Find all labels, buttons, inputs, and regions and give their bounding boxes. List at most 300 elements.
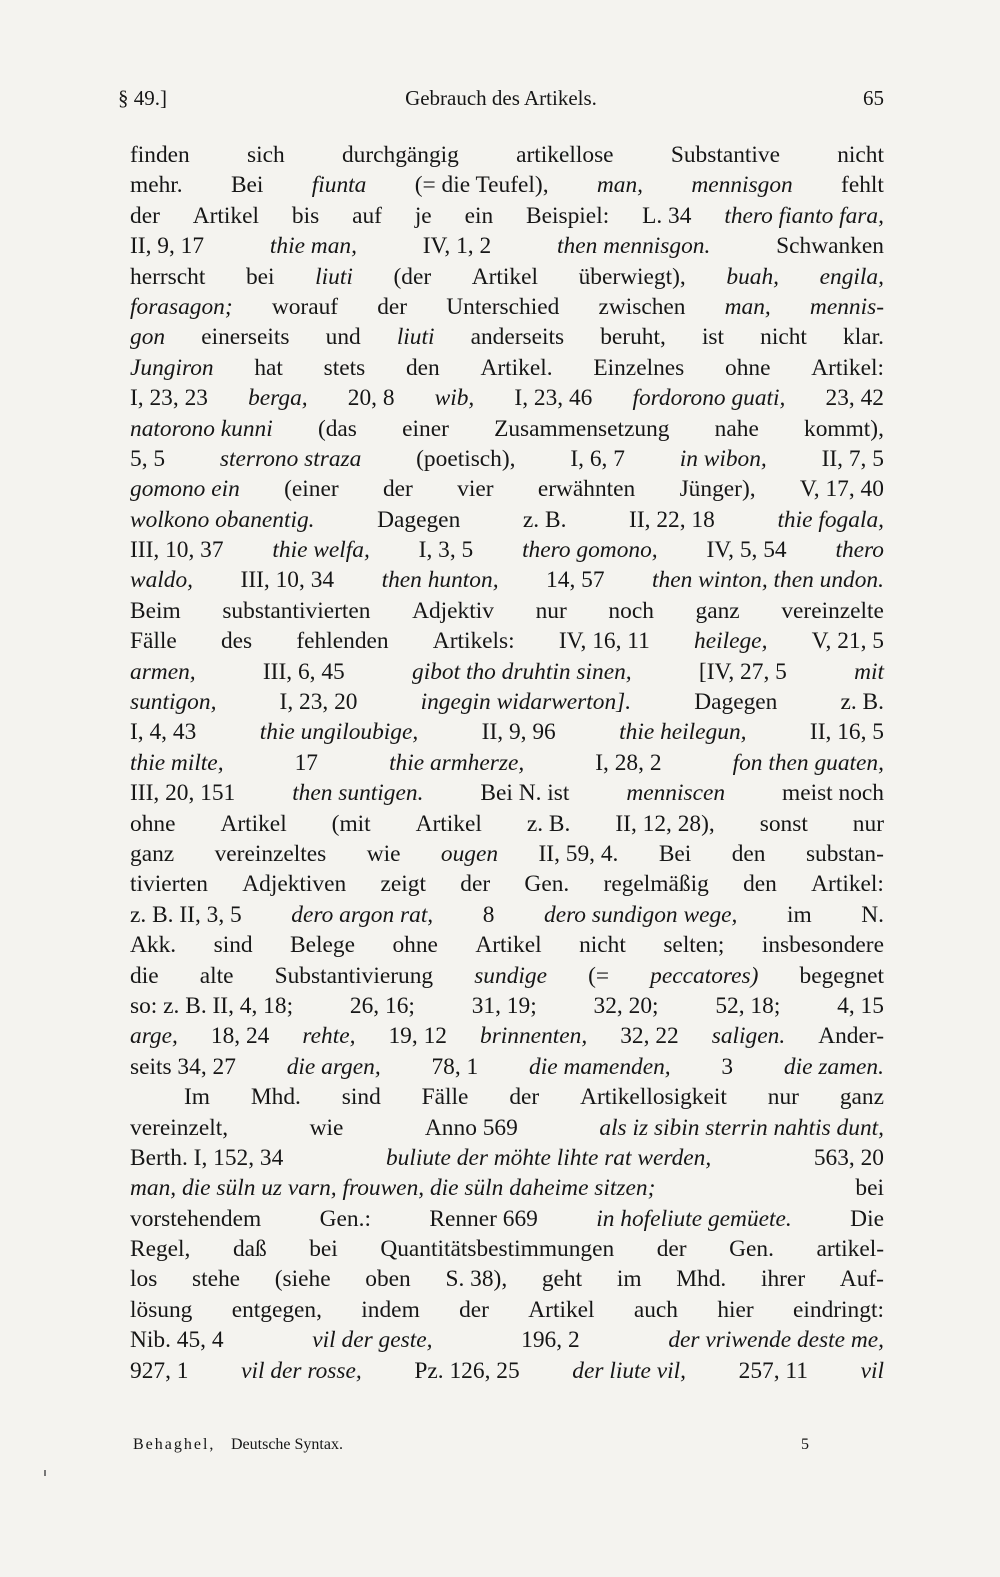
italic-phrase: armen,	[130, 658, 196, 685]
text-segment: der	[509, 1084, 540, 1111]
text-segment: wie	[366, 840, 401, 867]
text-segment: Quantitätsbestimmungen	[380, 1236, 615, 1263]
text-segment: im	[786, 901, 812, 928]
italic-phrase: als iz sibin sterrin nahtis dunt,	[599, 1114, 884, 1141]
text-segment: Auf-	[839, 1266, 884, 1293]
text-line	[130, 961, 884, 991]
text-segment: hat	[254, 354, 283, 381]
italic-phrase: natorono kunni	[130, 415, 273, 442]
text-segment: Bei	[658, 840, 692, 867]
running-header	[118, 86, 884, 116]
text-segment: überwiegt),	[578, 263, 686, 290]
text-segment: Substantivierung	[274, 962, 434, 989]
italic-phrase: arge,	[130, 1023, 178, 1050]
text-segment: der	[656, 1236, 687, 1263]
text-segment: vereinzelt,	[130, 1114, 229, 1141]
text-line	[130, 1295, 884, 1325]
text-line	[130, 1052, 884, 1082]
italic-phrase: then winton, then undon.	[652, 567, 884, 594]
italic-phrase: suntigon,	[130, 689, 217, 716]
text-segment: (das	[317, 415, 357, 442]
text-segment: 5, 5	[130, 445, 166, 472]
italic-phrase: gomono ein	[130, 476, 240, 503]
text-segment: Gen.	[729, 1236, 774, 1263]
text-line	[130, 292, 884, 322]
text-line	[130, 322, 884, 352]
italic-phrase: wib,	[434, 385, 475, 412]
text-segment: Artikel:	[811, 354, 884, 381]
text-segment: Mhd.	[250, 1084, 301, 1111]
text-line	[130, 1204, 884, 1234]
text-segment: ganz	[839, 1084, 884, 1111]
text-line	[130, 1143, 884, 1173]
text-segment: ohne	[130, 810, 176, 837]
text-segment: II, 9, 17	[130, 233, 205, 260]
text-segment: I, 6, 7	[570, 445, 625, 472]
text-segment: daß	[232, 1236, 267, 1263]
text-segment: den	[405, 354, 440, 381]
text-line	[130, 809, 884, 839]
text-segment: worauf	[271, 293, 339, 320]
text-segment: Fälle	[421, 1084, 469, 1111]
italic-phrase: vil der geste,	[312, 1327, 433, 1354]
text-segment: seits 34, 27	[130, 1053, 236, 1080]
italic-phrase: sterrono straza	[219, 445, 362, 472]
text-segment: ohne	[392, 932, 438, 959]
text-segment: z. B.	[526, 810, 571, 837]
italic-phrase: vil	[860, 1357, 884, 1384]
text-segment: 26, 16;	[349, 992, 415, 1019]
text-segment: N.	[861, 901, 884, 928]
text-segment: stehe	[191, 1266, 241, 1293]
text-segment: der	[382, 476, 413, 503]
italic-phrase: saligen.	[711, 1023, 786, 1050]
text-segment: so: z. B. II, 4, 18;	[130, 992, 294, 1019]
text-segment: lösung	[130, 1296, 193, 1323]
italic-phrase: wolkono obanentig.	[130, 506, 315, 533]
text-segment: Bei	[230, 172, 264, 199]
italic-phrase: thie heilegun,	[619, 719, 747, 746]
text-segment: vereinzeltes	[214, 840, 327, 867]
text-line	[130, 565, 884, 595]
italic-phrase: brinnenten,	[480, 1023, 588, 1050]
text-segment: Mhd.	[676, 1266, 727, 1293]
text-segment: 52, 18;	[715, 992, 781, 1019]
text-line	[130, 626, 884, 656]
italic-phrase: der vriwende deste me,	[668, 1327, 884, 1354]
text-segment: Dagegen	[377, 506, 461, 533]
text-segment: Im	[184, 1084, 210, 1111]
text-line	[130, 778, 884, 808]
text-segment: Anno 569	[424, 1114, 518, 1141]
italic-phrase: thie milte,	[130, 749, 224, 776]
text-segment: der	[459, 1296, 489, 1323]
text-segment: II, 22, 18	[629, 506, 715, 533]
italic-phrase: engila,	[819, 263, 884, 290]
text-segment: des	[220, 628, 253, 655]
text-line	[130, 748, 884, 778]
text-segment: 78, 1	[431, 1053, 479, 1080]
text-segment: I, 3, 5	[418, 537, 474, 564]
text-segment: Artikel.	[480, 354, 553, 381]
text-line	[130, 140, 884, 170]
text-segment: (siehe	[274, 1266, 331, 1293]
text-segment: Adjektiven	[242, 871, 347, 898]
text-segment: wie	[309, 1114, 344, 1141]
italic-phrase: buah,	[726, 263, 780, 290]
text-segment: kommt),	[804, 415, 884, 442]
text-segment: eindringt:	[793, 1296, 884, 1323]
italic-phrase: sundige	[474, 962, 547, 989]
italic-phrase: man, die süln uz varn, frouwen, die süln daheime sitzen;	[130, 1175, 656, 1202]
text-segment: bis	[291, 202, 320, 229]
text-segment: tivierten	[130, 871, 208, 898]
text-segment: selten;	[663, 932, 725, 959]
text-segment: stets	[323, 354, 366, 381]
italic-phrase: mennis-	[809, 293, 884, 320]
text-segment: (einer	[284, 476, 339, 503]
text-segment: meist noch	[782, 780, 884, 807]
footer-book-title: Deutsche Syntax.	[231, 1436, 343, 1453]
text-line	[130, 201, 884, 231]
italic-phrase: thero	[835, 537, 884, 564]
text-line	[130, 414, 884, 444]
italic-phrase: Jungiron	[130, 354, 214, 381]
text-segment: regelmäßig	[603, 871, 709, 898]
text-line	[130, 383, 884, 413]
text-segment: (= die Teufel),	[414, 172, 549, 199]
text-segment: Nib. 45, 4	[130, 1327, 224, 1354]
italic-phrase: forasagon;	[130, 293, 233, 320]
text-segment: 4, 15	[837, 992, 884, 1019]
text-segment: Beim	[130, 597, 181, 624]
italic-phrase: ingegin widarwerton].	[420, 689, 632, 716]
italic-phrase: thero gomono,	[522, 537, 658, 564]
text-segment: fehlenden	[296, 628, 389, 655]
text-segment: je	[414, 202, 432, 229]
text-line	[130, 657, 884, 687]
text-segment: II, 59, 4.	[538, 840, 619, 867]
text-segment: im	[616, 1266, 642, 1293]
text-line	[130, 900, 884, 930]
text-segment: Jünger),	[679, 476, 756, 503]
text-line	[130, 474, 884, 504]
italic-phrase: then hunton,	[381, 567, 499, 594]
text-segment: II, 16, 5	[809, 719, 884, 746]
text-segment: nicht	[837, 142, 884, 168]
text-segment: klar.	[843, 324, 884, 351]
italic-phrase: in wibon,	[679, 445, 767, 472]
footer-author: Behaghel,	[133, 1436, 216, 1453]
text-segment: sonst	[759, 810, 808, 837]
text-segment: los	[130, 1266, 158, 1293]
text-segment: z. B.	[522, 506, 567, 533]
text-segment: insbesondere	[761, 932, 884, 959]
text-segment: 563, 20	[813, 1144, 884, 1171]
text-segment: Akk.	[130, 932, 177, 959]
text-segment: III, 6, 45	[262, 658, 345, 685]
text-segment: Bei N. ist	[480, 780, 570, 807]
text-segment: I, 23, 23	[130, 385, 208, 412]
text-segment: Renner 669	[429, 1205, 538, 1232]
text-segment: ganz	[695, 597, 740, 624]
text-segment: z. B. II, 3, 5	[130, 901, 242, 928]
text-segment: Pz. 126, 25	[414, 1357, 520, 1384]
italic-phrase: thie fogala,	[777, 506, 884, 533]
italic-phrase: liuti	[315, 263, 353, 290]
italic-phrase: der liute vil,	[572, 1357, 686, 1384]
text-segment: z. B.	[840, 689, 884, 716]
italic-phrase: peccatores)	[650, 962, 759, 989]
italic-phrase: waldo,	[130, 567, 194, 594]
italic-phrase: menniscen	[626, 780, 726, 807]
text-segment: 18, 24	[210, 1023, 270, 1050]
text-segment: Schwanken	[776, 233, 884, 260]
text-segment: Artikel	[192, 202, 260, 229]
text-segment: oben	[365, 1266, 411, 1293]
text-segment: vier	[457, 476, 494, 503]
text-line	[130, 839, 884, 869]
text-segment: sind	[341, 1084, 381, 1111]
text-segment: einerseits	[201, 324, 290, 351]
text-segment: sind	[213, 932, 253, 959]
text-segment: 19, 12	[388, 1023, 447, 1050]
text-segment: Fälle	[130, 628, 177, 655]
text-segment: IV, 5, 54	[706, 537, 787, 564]
text-line	[130, 1234, 884, 1264]
text-segment: IV, 1, 2	[422, 233, 492, 260]
italic-phrase: thie ungiloubige,	[259, 719, 419, 746]
text-segment: 32, 22	[620, 1023, 679, 1050]
text-segment: bei	[855, 1175, 884, 1202]
text-segment: Artikellosigkeit	[580, 1084, 727, 1111]
italic-phrase: thie man,	[269, 233, 357, 260]
text-segment: V, 17, 40	[799, 476, 884, 503]
text-segment: indem	[361, 1296, 420, 1323]
text-segment: I, 23, 46	[514, 385, 593, 412]
text-segment: erwähnten	[537, 476, 636, 503]
page-footer	[133, 1436, 809, 1460]
text-segment: Die	[850, 1205, 884, 1232]
italic-phrase: then mennisgon.	[557, 233, 711, 260]
text-line	[130, 869, 884, 899]
text-segment: Zusammensetzung	[494, 415, 670, 442]
text-segment: Artikel	[415, 810, 482, 837]
text-segment: nahe	[714, 415, 759, 442]
text-segment: noch	[608, 597, 654, 624]
text-segment: 8	[482, 901, 495, 928]
body-text	[130, 140, 884, 1386]
text-segment: ohne	[725, 354, 771, 381]
text-segment: 14, 57	[546, 567, 605, 594]
text-segment: Adjektiv	[412, 597, 494, 624]
text-segment: ist	[701, 324, 725, 351]
text-segment: die	[130, 962, 159, 989]
italic-phrase: in hofeliute gemüete.	[596, 1205, 792, 1232]
text-line	[130, 231, 884, 261]
text-segment: hier	[717, 1296, 754, 1323]
text-segment: Berth. I, 152, 34	[130, 1144, 284, 1171]
text-segment: I, 4, 43	[130, 719, 197, 746]
print-speck	[44, 1470, 46, 1476]
italic-phrase: fiunta	[311, 172, 367, 199]
text-line	[130, 687, 884, 717]
text-segment: Gen.:	[319, 1205, 371, 1232]
text-segment: herrscht	[130, 263, 206, 290]
text-line	[130, 717, 884, 747]
text-segment: den	[743, 871, 777, 898]
text-segment: durchgängig	[341, 142, 459, 168]
text-segment: nicht	[760, 324, 807, 351]
text-line	[130, 505, 884, 535]
text-segment: 31, 19;	[471, 992, 537, 1019]
text-segment: vorstehendem	[130, 1205, 262, 1232]
text-segment: anderseits	[470, 324, 565, 351]
italic-phrase: gon	[130, 324, 166, 351]
text-segment: Einzelnes	[593, 354, 685, 381]
text-segment: mehr.	[130, 172, 183, 199]
text-segment: [IV, 27, 5	[698, 658, 787, 685]
text-segment: Artikel	[475, 932, 542, 959]
text-line	[130, 1356, 884, 1386]
text-segment: (mit	[331, 810, 371, 837]
text-segment: 23, 42	[825, 385, 884, 412]
text-line	[130, 1325, 884, 1355]
text-segment: beruht,	[600, 324, 666, 351]
italic-phrase: fordorono guati,	[632, 385, 786, 412]
italic-phrase: buliute der möhte lihte rat werden,	[385, 1144, 712, 1171]
text-line	[130, 991, 884, 1021]
italic-phrase: thie welfa,	[272, 537, 370, 564]
text-line	[130, 444, 884, 474]
italic-phrase: rehte,	[302, 1023, 356, 1050]
text-segment: IV, 16, 11	[558, 628, 650, 655]
italic-phrase: dero argon rat,	[291, 901, 434, 928]
text-segment: finden	[130, 142, 190, 168]
text-segment: Unterschied	[446, 293, 560, 320]
text-line	[130, 1113, 884, 1143]
text-segment: den	[731, 840, 766, 867]
italic-phrase: berga,	[248, 385, 308, 412]
text-segment: nicht	[579, 932, 626, 959]
text-segment: I, 23, 20	[279, 689, 358, 716]
text-segment: fehlt	[841, 172, 884, 199]
text-segment: einer	[402, 415, 449, 442]
text-segment: Artikel	[471, 263, 538, 290]
italic-phrase: gibot tho druhtin sinen,	[412, 658, 632, 685]
text-segment: (der	[393, 263, 432, 290]
text-segment: 20, 8	[347, 385, 395, 412]
text-segment: III, 10, 34	[240, 567, 335, 594]
text-segment: nur	[767, 1084, 799, 1111]
text-segment: 927, 1	[130, 1357, 189, 1384]
italic-phrase: die zamen.	[783, 1053, 884, 1080]
text-segment: 196, 2	[521, 1327, 580, 1354]
text-line	[130, 1173, 884, 1203]
italic-phrase: man,	[596, 172, 644, 199]
text-segment: nur	[852, 810, 884, 837]
italic-phrase: then suntigen.	[292, 780, 424, 807]
page-number: 65	[863, 86, 884, 110]
text-line	[130, 170, 884, 200]
italic-phrase: thero fianto fara,	[724, 202, 884, 229]
text-segment: auch	[633, 1296, 678, 1323]
text-segment: Artikels:	[432, 628, 515, 655]
text-segment: alte	[199, 962, 234, 989]
text-segment: artikel-	[816, 1236, 884, 1263]
text-segment: vereinzelte	[781, 597, 884, 624]
italic-phrase: dero sundigon wege,	[544, 901, 738, 928]
text-segment: nur	[535, 597, 567, 624]
text-segment: und	[325, 324, 361, 351]
text-line	[130, 262, 884, 292]
text-segment: V, 21, 5	[811, 628, 884, 655]
text-segment: der	[460, 871, 491, 898]
text-segment: substantivierten	[222, 597, 371, 624]
text-segment: 3	[721, 1053, 734, 1080]
text-segment: II, 9, 96	[481, 719, 556, 746]
italic-phrase: man,	[724, 293, 771, 320]
section-reference: § 49.]	[118, 86, 167, 110]
text-segment: entgegen,	[231, 1296, 322, 1323]
italic-phrase: heilege,	[694, 628, 768, 655]
italic-phrase: die argen,	[286, 1053, 381, 1080]
text-segment: 32, 20;	[593, 992, 659, 1019]
text-segment: begegnet	[799, 962, 884, 989]
text-segment: L. 34	[642, 202, 692, 229]
text-segment: S. 38),	[445, 1266, 508, 1293]
text-line	[130, 353, 884, 383]
text-segment: bei	[309, 1236, 338, 1263]
text-segment: III, 10, 37	[130, 537, 224, 564]
text-segment: ganz	[130, 840, 175, 867]
italic-phrase: vil der rosse,	[241, 1357, 362, 1384]
text-segment: Substantive	[670, 142, 780, 168]
text-segment: Beispiel:	[526, 202, 610, 229]
text-segment: Artikel	[220, 810, 287, 837]
text-segment: auf	[352, 202, 382, 229]
text-line	[130, 1021, 884, 1051]
text-segment: substan-	[805, 840, 884, 867]
text-segment: Artikel	[528, 1296, 595, 1323]
italic-phrase: mennisgon	[691, 172, 793, 199]
text-segment: zwischen	[598, 293, 686, 320]
text-segment: zeigt	[380, 871, 426, 898]
text-line	[130, 1264, 884, 1294]
italic-phrase: fon then guaten,	[732, 749, 884, 776]
text-segment: I, 28, 2	[595, 749, 662, 776]
text-segment: Dagegen	[694, 689, 778, 716]
italic-phrase: ougen	[440, 840, 499, 867]
text-line	[130, 535, 884, 565]
signature-mark: 5	[801, 1436, 809, 1453]
text-line	[130, 930, 884, 960]
italic-phrase: mit	[854, 658, 884, 685]
text-segment: II, 12, 28),	[615, 810, 715, 837]
running-title: Gebrauch des Artikels.	[405, 86, 597, 110]
italic-phrase: thie armherze,	[389, 749, 525, 776]
text-line	[130, 596, 884, 626]
text-segment: (=	[588, 962, 610, 989]
text-segment: Artikel:	[811, 871, 884, 898]
text-segment: sich	[247, 142, 285, 168]
text-segment: 17	[294, 749, 318, 776]
italic-phrase: die mamenden,	[529, 1053, 671, 1080]
text-segment: artikellose	[516, 142, 614, 168]
text-segment: Belege	[290, 932, 355, 959]
text-segment: geht	[541, 1266, 583, 1293]
text-segment: 257, 11	[738, 1357, 808, 1384]
